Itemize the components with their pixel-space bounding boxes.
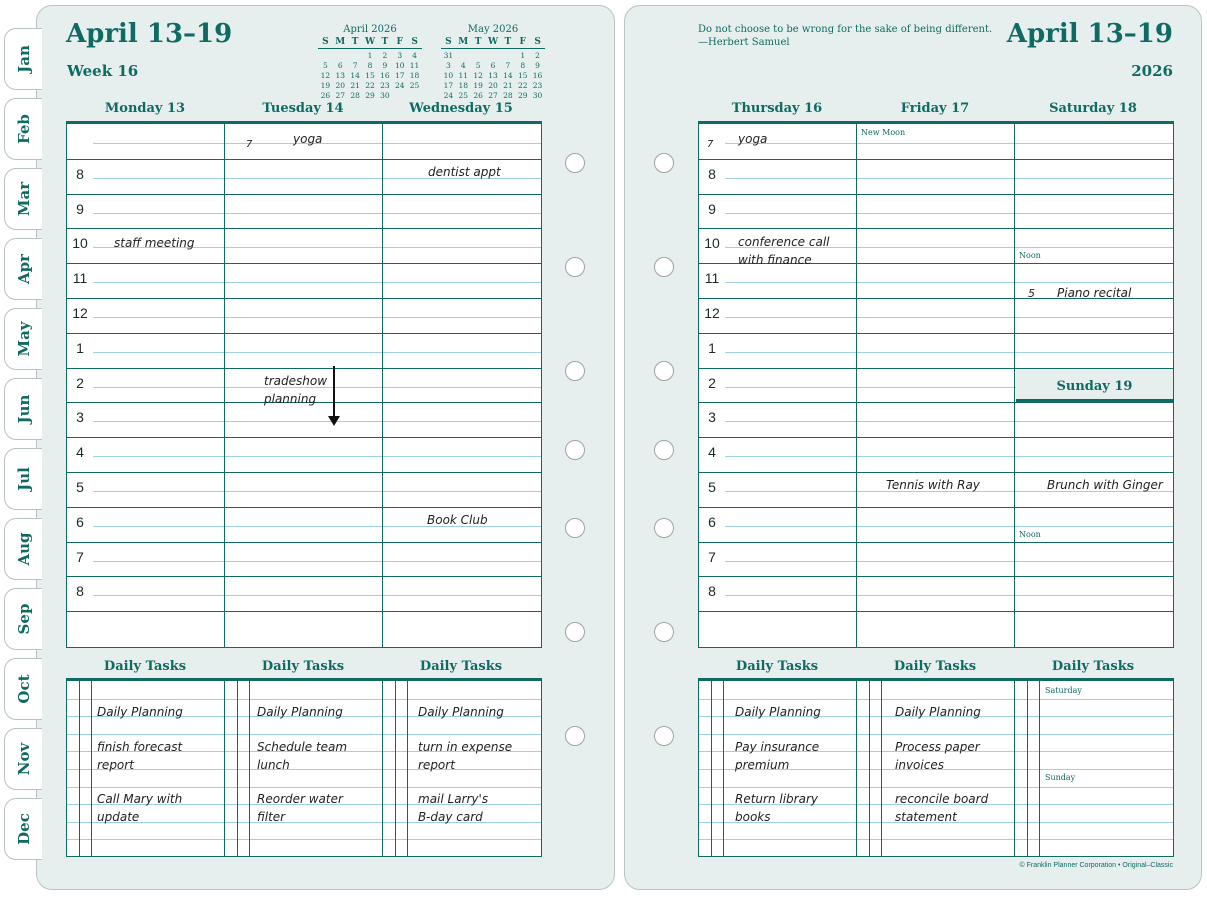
mini-calendar-title: April 2026 <box>343 24 397 35</box>
calendar-day: 11 <box>409 61 420 70</box>
half-hour-line <box>725 352 1173 353</box>
hour-divider <box>67 194 541 195</box>
column-divider <box>1014 124 1015 647</box>
month-tab-label: Mar <box>14 181 33 217</box>
hour-divider <box>67 576 541 577</box>
hour-divider <box>67 228 541 229</box>
hour-divider <box>67 333 541 334</box>
task-entry[interactable]: Daily Planning <box>418 705 504 719</box>
mini-calendar-weekdays <box>318 36 422 49</box>
task-line <box>67 734 541 735</box>
month-tab-label: Feb <box>14 114 33 144</box>
calendar-day: 4 <box>460 61 466 70</box>
hour-label: 5 <box>708 479 716 495</box>
entry-brunch[interactable]: Brunch with Ginger <box>1047 478 1163 492</box>
hour-divider <box>67 472 541 473</box>
binder-hole-right-2 <box>654 257 674 277</box>
entry-book-club[interactable]: Book Club <box>427 513 488 527</box>
calendar-day: 9 <box>382 61 388 70</box>
entry-staff-meeting[interactable]: staff meeting <box>114 236 195 250</box>
task-line <box>699 839 1173 840</box>
month-tab-jan[interactable] <box>4 28 42 90</box>
daily-tasks-header-monday: Daily Tasks <box>103 659 187 674</box>
mini-calendar-may <box>441 24 545 101</box>
half-hour-line <box>725 456 1173 457</box>
entry-tradeshow-line2[interactable]: planning <box>264 392 317 406</box>
task-entry[interactable]: premium <box>735 758 790 772</box>
calendar-day: 19 <box>320 81 331 90</box>
task-entry[interactable]: Call Mary with <box>97 792 183 806</box>
half-hour-line <box>93 213 541 214</box>
hour-divider <box>67 368 541 369</box>
task-priority-line <box>1039 681 1040 856</box>
binder-hole-left-6 <box>565 622 585 642</box>
weekend-saturday-label: Saturday <box>1045 686 1082 695</box>
calendar-day: 25 <box>409 81 420 90</box>
left-page-title: April 13–19 <box>66 19 233 49</box>
calendar-day: 4 <box>412 51 417 60</box>
binder-hole-right-4 <box>654 440 674 460</box>
hour-label: 8 <box>76 583 84 600</box>
weekday-letter: S <box>322 37 329 47</box>
hour-label: 9 <box>76 200 84 217</box>
calendar-day: 22 <box>517 81 528 90</box>
half-hour-line <box>725 178 1173 179</box>
task-entry[interactable]: Pay insurance <box>735 740 820 754</box>
hour-label: 7 <box>708 548 716 565</box>
calendar-day <box>333 51 348 61</box>
hour-label: 2 <box>708 374 716 391</box>
mini-calendar-weekdays <box>441 36 545 49</box>
calendar-day <box>486 51 501 61</box>
task-column-divider <box>224 681 225 856</box>
half-hour-line <box>725 595 1173 596</box>
binder-hole-right-1 <box>654 153 674 173</box>
half-hour-line <box>93 595 541 596</box>
task-priority-line <box>407 681 408 856</box>
task-entry[interactable]: Daily Planning <box>735 705 821 719</box>
hour-label: 6 <box>76 513 84 530</box>
hour-label: 4 <box>708 444 716 461</box>
task-entry[interactable]: statement <box>895 810 957 824</box>
task-entry[interactable]: lunch <box>257 758 290 772</box>
sunday-noon-label: Noon <box>1019 530 1041 539</box>
binder-hole-left-3 <box>565 361 585 381</box>
entry-thursday-seven[interactable]: 7 <box>707 139 714 150</box>
calendar-day: 7 <box>352 61 358 70</box>
hour-divider <box>699 472 1173 473</box>
month-tab-label: Apr <box>14 253 33 285</box>
month-tab-label: Oct <box>14 674 33 704</box>
calendar-day: 18 <box>409 71 420 80</box>
task-line <box>67 839 541 840</box>
column-divider <box>382 124 383 647</box>
task-entry[interactable]: mail Larry's <box>418 792 489 806</box>
task-checkbox-line <box>237 681 238 856</box>
hour-divider <box>67 611 541 612</box>
calendar-day: 1 <box>367 51 373 60</box>
binder-hole-left-5 <box>565 518 585 538</box>
calendar-day: 18 <box>458 81 469 90</box>
calendar-day: 24 <box>443 91 454 100</box>
half-hour-line <box>725 143 1173 144</box>
month-tab-label: Aug <box>14 532 33 566</box>
task-entry[interactable]: Daily Planning <box>895 705 981 719</box>
hour-divider <box>67 298 541 299</box>
calendar-day: 7 <box>505 61 511 70</box>
task-column-divider <box>1014 681 1015 856</box>
weekday-letter: S <box>534 37 541 47</box>
weekday-letter: M <box>335 37 346 47</box>
calendar-day: 27 <box>335 91 346 100</box>
calendar-day: 2 <box>382 51 388 60</box>
hour-label: 10 <box>704 235 720 252</box>
daily-tasks-header-friday: Daily Tasks <box>893 659 977 674</box>
task-entry[interactable]: books <box>735 810 771 824</box>
calendar-day: 5 <box>475 61 481 70</box>
month-tab-label: Jun <box>14 394 33 424</box>
quote-text: Do not choose to be wrong for the sake of being different. <box>698 24 993 35</box>
calendar-day: 15 <box>517 71 528 80</box>
calendar-day: 6 <box>337 61 343 70</box>
task-entry[interactable]: Return library <box>735 792 818 806</box>
hour-label: 3 <box>76 409 84 426</box>
task-checkbox-line <box>1027 681 1028 856</box>
calendar-day: 5 <box>323 61 328 70</box>
hour-label: 1 <box>76 339 84 356</box>
task-entry[interactable]: Reorder water <box>257 792 343 806</box>
calendar-day: 20 <box>335 81 346 90</box>
hour-divider <box>699 402 1173 403</box>
hour-divider <box>67 507 541 508</box>
task-priority-line <box>249 681 250 856</box>
binder-hole-left-2 <box>565 257 585 277</box>
month-tab-oct[interactable] <box>4 658 42 720</box>
calendar-day <box>392 91 407 101</box>
calendar-day: 12 <box>320 71 331 80</box>
month-tab-label: Jan <box>14 45 33 73</box>
calendar-day: 16 <box>380 71 390 80</box>
calendar-day: 30 <box>380 91 390 100</box>
entry-conference-line1[interactable]: conference call <box>738 235 830 249</box>
weekday-letter: M <box>458 37 469 47</box>
task-priority-line <box>881 681 882 856</box>
entry-tennis[interactable]: Tennis with Ray <box>886 478 980 492</box>
task-entry[interactable]: update <box>97 810 140 824</box>
calendar-day: 14 <box>503 71 513 80</box>
copyright-footer: © Franklin Planner Corporation • Original–Classic <box>1019 862 1173 869</box>
task-entry[interactable]: reconcile board <box>895 792 989 806</box>
calendar-day <box>471 51 486 61</box>
quote-author: —Herbert Samuel <box>698 37 790 48</box>
daily-tasks-header-tuesday: Daily Tasks <box>261 659 345 674</box>
hour-label: 5 <box>76 479 84 495</box>
calendar-day: 9 <box>535 61 540 70</box>
mini-calendar-days <box>441 51 545 101</box>
day-header-monday: Monday 13 <box>104 101 186 116</box>
half-hour-line <box>93 456 541 457</box>
week-number: Week 16 <box>67 62 139 80</box>
weekday-letter: T <box>381 37 389 47</box>
half-hour-line <box>725 561 1173 562</box>
task-column-divider <box>856 681 857 856</box>
calendar-day: 26 <box>320 91 331 100</box>
calendar-day <box>318 51 333 61</box>
half-hour-line <box>93 317 541 318</box>
calendar-day: 29 <box>517 91 528 100</box>
month-tab-label: Jul <box>14 467 33 491</box>
weekday-letter: W <box>487 37 499 47</box>
month-tab-label: Dec <box>14 813 33 845</box>
calendar-day: 16 <box>532 71 543 80</box>
hour-divider <box>699 228 1173 229</box>
calendar-day: 8 <box>520 61 526 70</box>
month-tab-label: May <box>14 321 33 357</box>
weekday-letter: S <box>445 37 452 47</box>
task-entry[interactable]: Process paper <box>895 740 980 754</box>
calendar-day: 22 <box>365 81 375 90</box>
entry-tuesday-seven[interactable]: 7 <box>246 139 253 150</box>
calendar-day: 10 <box>394 61 405 70</box>
year-label: 2026 <box>1131 62 1173 80</box>
task-line <box>67 787 541 788</box>
task-column-divider <box>382 681 383 856</box>
entry-thursday-yoga[interactable]: yoga <box>738 132 768 146</box>
entry-tuesday-yoga[interactable]: yoga <box>293 132 323 146</box>
entry-dentist-appt[interactable]: dentist appt <box>428 165 501 179</box>
hour-label: 1 <box>708 339 716 356</box>
weekday-letter: T <box>504 37 512 47</box>
calendar-day: 8 <box>367 61 373 70</box>
task-line <box>67 769 541 770</box>
calendar-day: 25 <box>458 91 469 100</box>
hour-divider <box>699 611 1173 612</box>
month-tab-sep[interactable] <box>4 588 42 650</box>
weekday-letter: T <box>351 37 359 47</box>
daily-tasks-header-wednesday: Daily Tasks <box>419 659 503 674</box>
task-priority-line <box>91 681 92 856</box>
task-entry[interactable]: Schedule team <box>257 740 348 754</box>
task-checkbox-line <box>79 681 80 856</box>
calendar-day: 1 <box>520 51 526 60</box>
binder-hole-right-6 <box>654 622 674 642</box>
hour-label: 3 <box>708 409 716 426</box>
saturday-noon-label: Noon <box>1019 251 1041 260</box>
half-hour-line <box>93 282 541 283</box>
half-hour-line <box>93 421 541 422</box>
task-checkbox-line <box>711 681 712 856</box>
daily-quote <box>698 23 998 49</box>
hour-label: 6 <box>708 513 716 530</box>
hour-label: 12 <box>704 305 720 321</box>
calendar-day: 15 <box>365 71 375 80</box>
month-tab-may[interactable] <box>4 308 42 370</box>
hour-divider <box>699 159 1173 160</box>
weekday-letter: S <box>411 37 418 47</box>
hour-label: 10 <box>72 235 88 252</box>
calendar-day: 23 <box>532 81 543 90</box>
binder-hole-left-1 <box>565 153 585 173</box>
hour-label: 11 <box>72 270 88 287</box>
calendar-day <box>407 91 422 101</box>
task-line <box>67 699 541 700</box>
hour-divider <box>67 437 541 438</box>
month-tab-nov[interactable] <box>4 728 42 790</box>
half-hour-line <box>93 352 541 353</box>
calendar-day: 20 <box>488 81 498 90</box>
calendar-day: 11 <box>458 71 469 80</box>
day-header-saturday: Saturday 18 <box>1049 101 1137 116</box>
hour-divider <box>699 542 1173 543</box>
calendar-day: 28 <box>503 91 513 100</box>
task-entry[interactable]: report <box>97 758 134 772</box>
half-hour-line <box>725 526 1173 527</box>
month-tab-jul[interactable] <box>4 448 42 510</box>
hour-label: 8 <box>708 165 716 182</box>
task-entry[interactable]: Daily Planning <box>257 705 343 719</box>
calendar-day: 3 <box>397 51 403 60</box>
mini-calendar-april <box>318 24 422 101</box>
calendar-day: 13 <box>335 71 346 80</box>
calendar-day: 26 <box>473 91 483 100</box>
new-moon-label: New Moon <box>861 128 906 137</box>
task-checkbox-line <box>869 681 870 856</box>
task-entry[interactable]: turn in expense <box>418 740 513 754</box>
task-entry[interactable]: filter <box>257 810 286 824</box>
month-tab-label: Sep <box>14 603 33 635</box>
calendar-day: 3 <box>446 61 451 70</box>
calendar-day: 29 <box>365 91 375 100</box>
calendar-day <box>348 51 363 61</box>
task-entry[interactable]: B-day card <box>418 810 483 824</box>
column-divider <box>224 124 225 647</box>
day-header-friday: Friday 17 <box>900 101 970 116</box>
hour-label: 7 <box>76 548 84 565</box>
hour-label: 8 <box>708 583 716 600</box>
hour-label: 2 <box>76 374 84 391</box>
calendar-day: 24 <box>394 81 405 90</box>
calendar-day: 17 <box>443 81 454 90</box>
task-line <box>699 734 1173 735</box>
task-entry[interactable]: Daily Planning <box>97 705 183 719</box>
month-tab-jun[interactable] <box>4 378 42 440</box>
calendar-day: 12 <box>473 71 483 80</box>
task-line <box>699 699 1173 700</box>
calendar-day: 6 <box>490 61 496 70</box>
calendar-day: 2 <box>535 51 540 60</box>
hour-label: 12 <box>72 305 88 321</box>
calendar-day: 21 <box>350 81 360 90</box>
hour-divider <box>699 576 1173 577</box>
mini-calendar-days <box>318 51 422 101</box>
task-entry[interactable]: finish forecast <box>97 740 183 754</box>
hour-divider <box>699 333 1173 334</box>
binder-hole-left-4 <box>565 440 585 460</box>
task-priority-line <box>723 681 724 856</box>
hour-divider <box>67 159 541 160</box>
daily-tasks-header-thursday: Daily Tasks <box>735 659 819 674</box>
calendar-day: 14 <box>350 71 360 80</box>
day-header-wednesday: Wednesday 15 <box>409 101 513 116</box>
calendar-day <box>500 51 515 61</box>
hour-label: 8 <box>76 165 84 182</box>
half-hour-line <box>725 213 1173 214</box>
task-line <box>699 787 1173 788</box>
day-header-tuesday: Tuesday 14 <box>262 101 344 116</box>
calendar-day: 30 <box>532 91 543 100</box>
task-entry[interactable]: invoices <box>895 758 944 772</box>
binder-hole-right-3 <box>654 361 674 381</box>
month-tab-aug[interactable] <box>4 518 42 580</box>
right-page-title: April 13–19 <box>1006 19 1173 49</box>
hour-label: 9 <box>708 200 716 217</box>
hour-divider <box>699 507 1173 508</box>
hour-label: 4 <box>76 444 84 461</box>
task-checkbox-line <box>395 681 396 856</box>
calendar-day: 19 <box>473 81 483 90</box>
binder-hole-left-7 <box>565 726 585 746</box>
hour-divider <box>67 542 541 543</box>
weekday-letter: W <box>364 37 376 47</box>
calendar-day: 27 <box>488 91 498 100</box>
calendar-day: 31 <box>443 51 454 60</box>
entry-conference-line2[interactable]: with finance <box>738 253 812 267</box>
month-tab-apr[interactable] <box>4 238 42 300</box>
half-hour-line <box>725 317 1173 318</box>
hour-divider <box>699 437 1173 438</box>
half-hour-line <box>93 491 541 492</box>
calendar-day: 17 <box>394 71 405 80</box>
binder-hole-right-7 <box>654 726 674 746</box>
entry-piano-recital[interactable]: Piano recital <box>1057 286 1132 300</box>
half-hour-line <box>93 561 541 562</box>
day-header-thursday: Thursday 16 <box>731 101 823 116</box>
daily-tasks-header-saturday: Daily Tasks <box>1051 659 1135 674</box>
hour-divider <box>699 194 1173 195</box>
calendar-day: 28 <box>350 91 360 100</box>
hour-divider <box>67 263 541 264</box>
entry-saturday-five[interactable]: 5 <box>1028 287 1035 300</box>
binder-hole-right-5 <box>654 518 674 538</box>
calendar-day: 23 <box>380 81 390 90</box>
weekday-letter: T <box>474 37 482 47</box>
calendar-day: 10 <box>443 71 454 80</box>
month-tab-label: Nov <box>14 742 33 776</box>
calendar-day: 13 <box>488 71 498 80</box>
month-tab-feb[interactable] <box>4 98 42 160</box>
weekend-sunday-label: Sunday <box>1045 773 1076 782</box>
day-header-sunday: Sunday 19 <box>1056 379 1133 394</box>
continuation-arrow-icon <box>326 366 342 428</box>
mini-calendar-title: May 2026 <box>467 24 519 35</box>
weekday-letter: F <box>396 37 403 47</box>
month-tab-mar[interactable] <box>4 168 42 230</box>
column-divider <box>856 124 857 647</box>
task-entry[interactable]: report <box>418 758 455 772</box>
calendar-day: 21 <box>503 81 513 90</box>
entry-tradeshow-line1[interactable]: tradeshow <box>264 374 328 388</box>
weekday-letter: F <box>519 37 526 47</box>
calendar-day <box>456 51 471 61</box>
hour-label: 11 <box>704 270 720 287</box>
half-hour-line <box>725 421 1173 422</box>
month-tab-dec[interactable] <box>4 798 42 860</box>
